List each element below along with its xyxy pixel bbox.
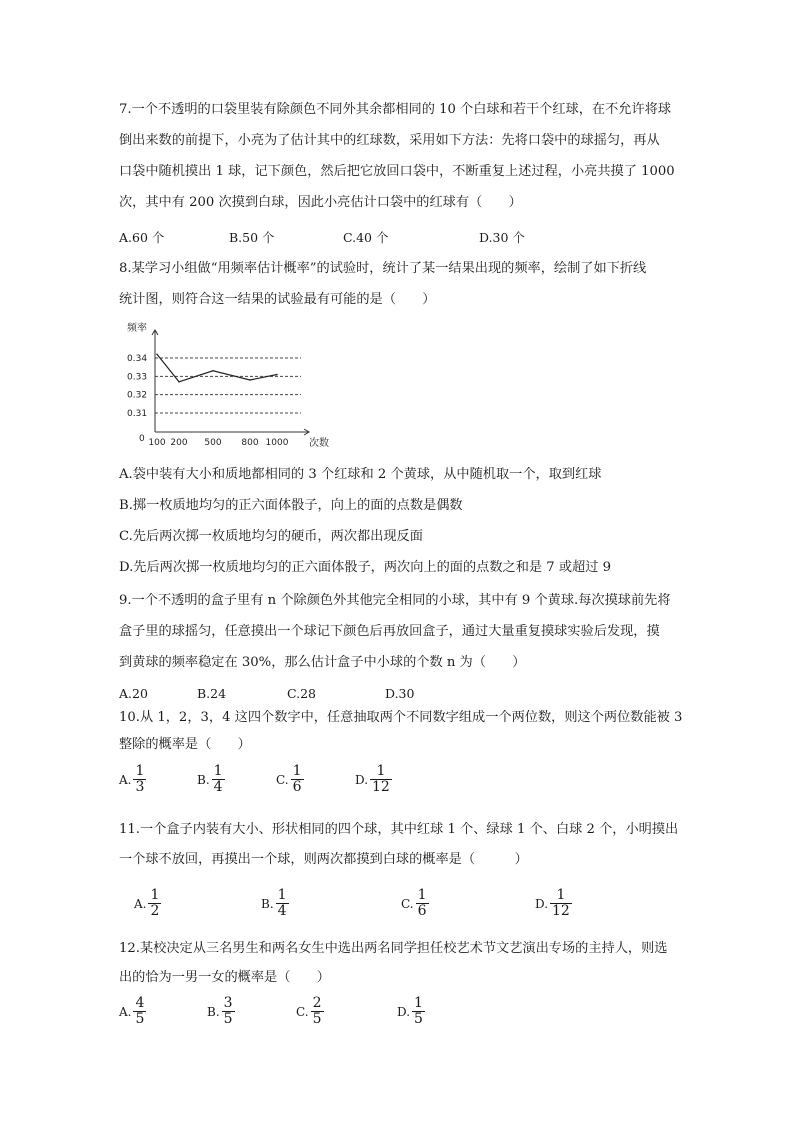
q11-option-c: C. $\frac{1}{6}$ — [401, 887, 427, 919]
frequency-line-chart — [119, 320, 339, 452]
q9-option-d: D.30 — [385, 686, 415, 701]
q9-option-a: A.20 — [119, 686, 148, 701]
q10-option-c: C. $\frac{1}{6}$ — [276, 763, 302, 795]
fraction: $\frac{2}{5}$ — [312, 995, 322, 1027]
chart-y-label: 频率 — [127, 323, 147, 334]
q11-option-b: B. $\frac{1}{4}$ — [261, 887, 287, 919]
fraction: $\frac{1}{3}$ — [135, 763, 145, 795]
q8-option-b: B.掷一枚质地均匀的正六面体骰子，向上的面的点数是偶数 — [119, 498, 463, 513]
q9-line-3: 到黄球的频率稳定在 30%，那么估计盒子中小球的个数 n 为（ ） — [119, 655, 526, 670]
fraction: $\frac{1}{4}$ — [213, 763, 223, 795]
chart-origin-label: 0 — [139, 434, 145, 444]
q8-option-c: C.先后两次掷一枚质地均匀的硬币，两次都出现反面 — [119, 529, 423, 544]
q12-option-a: A. $\frac{4}{5}$ — [119, 995, 145, 1027]
q9-option-b: B.24 — [197, 686, 227, 701]
q11-line-2: 一个球不放回，再摸出一个球，则两次都摸到白球的概率是（ ） — [119, 852, 528, 867]
fraction: $\frac{1}{4}$ — [277, 887, 287, 919]
q12-line-2: 出的恰为一男一女的概率是（ ） — [119, 970, 330, 985]
q10-option-b: B. $\frac{1}{4}$ — [197, 763, 223, 795]
chart-data-point — [212, 370, 214, 372]
chart-y-tick-label: 0.33 — [127, 372, 148, 383]
q12-line-1: 12.某校决定从三名男生和两名女生中选出两名同学担任校艺术节文艺演出专场的主持人，则选 — [119, 941, 668, 956]
q12-option-c: C. $\frac{2}{5}$ — [296, 995, 322, 1027]
q10-line-1: 10.从 1，2，3，4 这四个数字中，任意抽取两个不同数字组成一个两位数，则这个两位数能被 3 — [119, 710, 683, 725]
q9-line-2: 盒子里的球摇匀，任意摸出一个球记下颜色后再放回盒子，通过大量重复摸球实验后发现，摸 — [119, 624, 660, 639]
q11-option-d: D. $\frac{1}{12}$ — [535, 887, 570, 919]
fraction: $\frac{1}{12}$ — [552, 887, 570, 919]
fraction: $\frac{1}{2}$ — [150, 887, 160, 919]
chart-data-point — [276, 374, 278, 376]
fraction: $\frac{3}{5}$ — [223, 995, 233, 1027]
q7-line-1: 7.一个不透明的口袋里装有除颜色不同外其余都相同的 10 个白球和若干个红球，在不允许将球 — [119, 102, 672, 117]
chart-data-point — [249, 379, 251, 381]
fraction: $\frac{1}{6}$ — [292, 763, 302, 795]
q8-line-2: 统计图，则符合这一结果的试验最有可能的是（ ） — [119, 292, 436, 307]
q7-options — [119, 228, 719, 246]
q11-option-a: A. $\frac{1}{2}$ — [134, 887, 160, 919]
fraction: $\frac{4}{5}$ — [135, 995, 145, 1027]
fraction: $\frac{1}{6}$ — [417, 887, 427, 919]
q7-option-d: D.30 个 — [479, 230, 525, 245]
q7-line-4: 次，其中有 200 次摸到白球，因此小亮估计口袋中的红球有（ ） — [119, 195, 522, 210]
q7-option-c: C.40 个 — [343, 230, 389, 245]
q9-option-c: C.28 — [287, 686, 316, 701]
chart-y-tick-label: 0.31 — [127, 409, 148, 419]
chart-data-point — [178, 381, 180, 383]
chart-y-tick-label: 0.32 — [127, 390, 148, 401]
chart-y-tick-label: 0.34 — [127, 354, 148, 364]
q7-line-2: 倒出来数的前提下，小亮为了估计其中的红球数，采用如下方法：先将口袋中的球摇匀，再从 — [119, 133, 660, 148]
q10-line-2: 整除的概率是（ ） — [119, 737, 251, 752]
q7-line-3: 口袋中随机摸出 1 球，记下颜色，然后把它放回口袋中，不断重复上述过程，小亮共摸了 1000 — [119, 164, 675, 179]
chart-x-tick-label: 800 — [241, 438, 259, 448]
q9-line-1: 9.一个不透明的盒子里有 n 个除颜色外其他完全相同的小球，其中有 9 个黄球.每次摸球前先将 — [119, 593, 671, 608]
q8-line-1: 8.某学习小组做“用频率估计概率”的试验时，统计了某一结果出现的频率，绘制了如下折线 — [119, 261, 647, 276]
q12-option-d: D. $\frac{1}{5}$ — [397, 995, 423, 1027]
q8-option-d: D.先后两次掷一枚质地均匀的正六面体骰子，两次向上的面的点数之和是 7 或超过 9 — [119, 560, 612, 575]
q9-options — [119, 686, 519, 704]
q8-option-a: A.袋中装有大小和质地都相同的 3 个红球和 2 个黄球，从中随机取一个，取到红球 — [119, 467, 602, 482]
q10-option-d: D. $\frac{1}{12}$ — [355, 763, 390, 795]
chart-x-label: 次数 — [309, 438, 329, 449]
chart-x-tick-label: 1000 — [265, 438, 289, 448]
q10-option-a: A. $\frac{1}{3}$ — [119, 763, 145, 795]
chart-x-tick-label: 200 — [170, 438, 188, 448]
chart-x-tick-label: 500 — [204, 438, 222, 448]
fraction: $\frac{1}{5}$ — [414, 995, 423, 1027]
q7-option-a: A.60 个 — [119, 230, 165, 245]
chart-x-tick-label: 100 — [148, 438, 166, 448]
q11-line-1: 11.一个盒子内装有大小、形状相同的四个球，其中红球 1 个、绿球 1 个、白球 2 个，小明摸出 — [119, 822, 679, 837]
fraction: $\frac{1}{12}$ — [372, 763, 390, 795]
q7-option-b: B.50 个 — [229, 230, 275, 245]
chart-data-point — [156, 354, 158, 356]
q12-option-b: B. $\frac{3}{5}$ — [207, 995, 233, 1027]
